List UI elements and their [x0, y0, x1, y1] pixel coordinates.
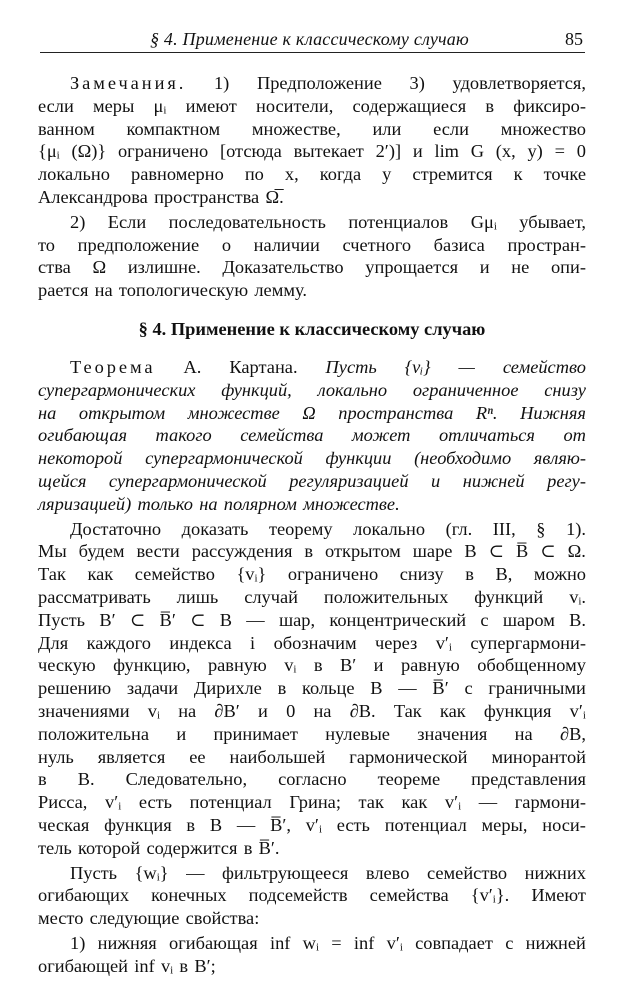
text-line: {μᵢ (Ω)} ограничено [отсюда вытекает 2′)] и lim G (x, y) = 0 [38, 141, 586, 162]
text-line: тель которой содержится в B̅′. [38, 837, 280, 858]
text-line: Рисса, v′ᵢ есть потенциал Грина; так как v′ᵢ — гармони- [38, 792, 586, 813]
page-number: 85 [565, 29, 583, 49]
text-line: Достаточно доказать теорему локально (гл. III, § 1). [70, 518, 586, 539]
text-line: огибающих конечных подсемейств семейства {v′ᵢ}. Имеют [38, 885, 586, 906]
text-line: значениями vᵢ на ∂B′ и 0 на ∂B. Так как функция v′ᵢ [38, 700, 586, 721]
running-head [40, 28, 585, 53]
text-line: щейся супергармонической регуляризацией и нижней регу- [38, 470, 586, 491]
text-line: на открытом множестве Ω пространства Rⁿ. Нижняя [38, 402, 586, 423]
text-line: решению задачи Дирихле в кольце B — B̅′ с граничными [38, 678, 586, 699]
text-line: если меры μᵢ имеют носители, содержащиеся в фиксиро- [38, 95, 586, 116]
text-line: ства Ω излишне. Доказательство упрощается и не опи- [38, 257, 586, 278]
text-line: положительна и принимает нулевые значения на ∂B, [38, 723, 586, 744]
text-paragraph [38, 211, 586, 302]
text-paragraph [38, 932, 586, 978]
text-line: то предположение о наличии счетного базиса простран- [38, 234, 586, 255]
text-line: некоторой супергармонической функции (необходимо являю- [38, 448, 586, 469]
text-line: Для каждого индекса i обозначим через v′ᵢ супергармони- [38, 632, 586, 653]
text-paragraph [38, 862, 586, 930]
page-body [38, 72, 586, 979]
text-paragraph [38, 518, 586, 860]
text-line: Так как семейство {vᵢ} ограничено снизу в B, можно [38, 564, 586, 585]
text-line: рассматривать лишь случай положительных функций vᵢ. [38, 586, 586, 607]
text-line: огибающей inf vᵢ в B′; [38, 955, 216, 976]
text-line: в B. Следовательно, согласно теореме представления [38, 769, 586, 790]
text-line: 1) нижняя огибающая inf wᵢ = inf v′ᵢ совпадает с нижней [70, 932, 586, 953]
text-line: нуль является ее наибольшей гармонической минорантой [38, 746, 586, 767]
text-line: локально равномерно по x, когда y стремится к точке [38, 164, 586, 185]
text-line: место следующие свойства: [38, 908, 260, 929]
text-line: Мы будем вести рассуждения в открытом шаре B ⊂ B̅ ⊂ Ω. [38, 541, 586, 562]
text-line: 2) Если последовательность потенциалов Gμᵢ убывает, [70, 211, 586, 232]
section-heading: § 4. Применение к классическому случаю [138, 318, 486, 339]
text-line: рается на топологическую лемму. [38, 280, 307, 301]
text-line: супергармонических функций, локально ограниченное снизу [38, 379, 586, 400]
text-line: ческая функция в B — B̅′, v′ᵢ есть потенциал меры, носи- [38, 814, 586, 835]
text-line: Пусть B′ ⊂ B̅′ ⊂ B — шар, концентрический с шаром B. [38, 609, 586, 630]
text-line: ляризацией) только на полярном множестве. [38, 493, 400, 514]
text-line: ванном компактном множестве, или если множество [38, 118, 586, 139]
text-line: Александрова пространства Ω̅. [38, 186, 284, 207]
text-line: ческую функцию, равную vᵢ в B′ и равную обобщенному [38, 655, 586, 676]
text-line: Теорема А. Картана. Пусть {vᵢ} — семейство [70, 356, 586, 377]
theorem-paragraph [38, 356, 586, 516]
running-head-title: § 4. Применение к классическому случаю [150, 29, 469, 49]
text-line: Пусть {wᵢ} — фильтрующееся влево семейство нижних [70, 862, 586, 883]
text-line: Замечания. 1) Предположение 3) удовлетворяется, [70, 73, 586, 93]
text-line: огибающая такого семейства может отличаться от [38, 425, 586, 446]
text-paragraph [38, 72, 586, 209]
